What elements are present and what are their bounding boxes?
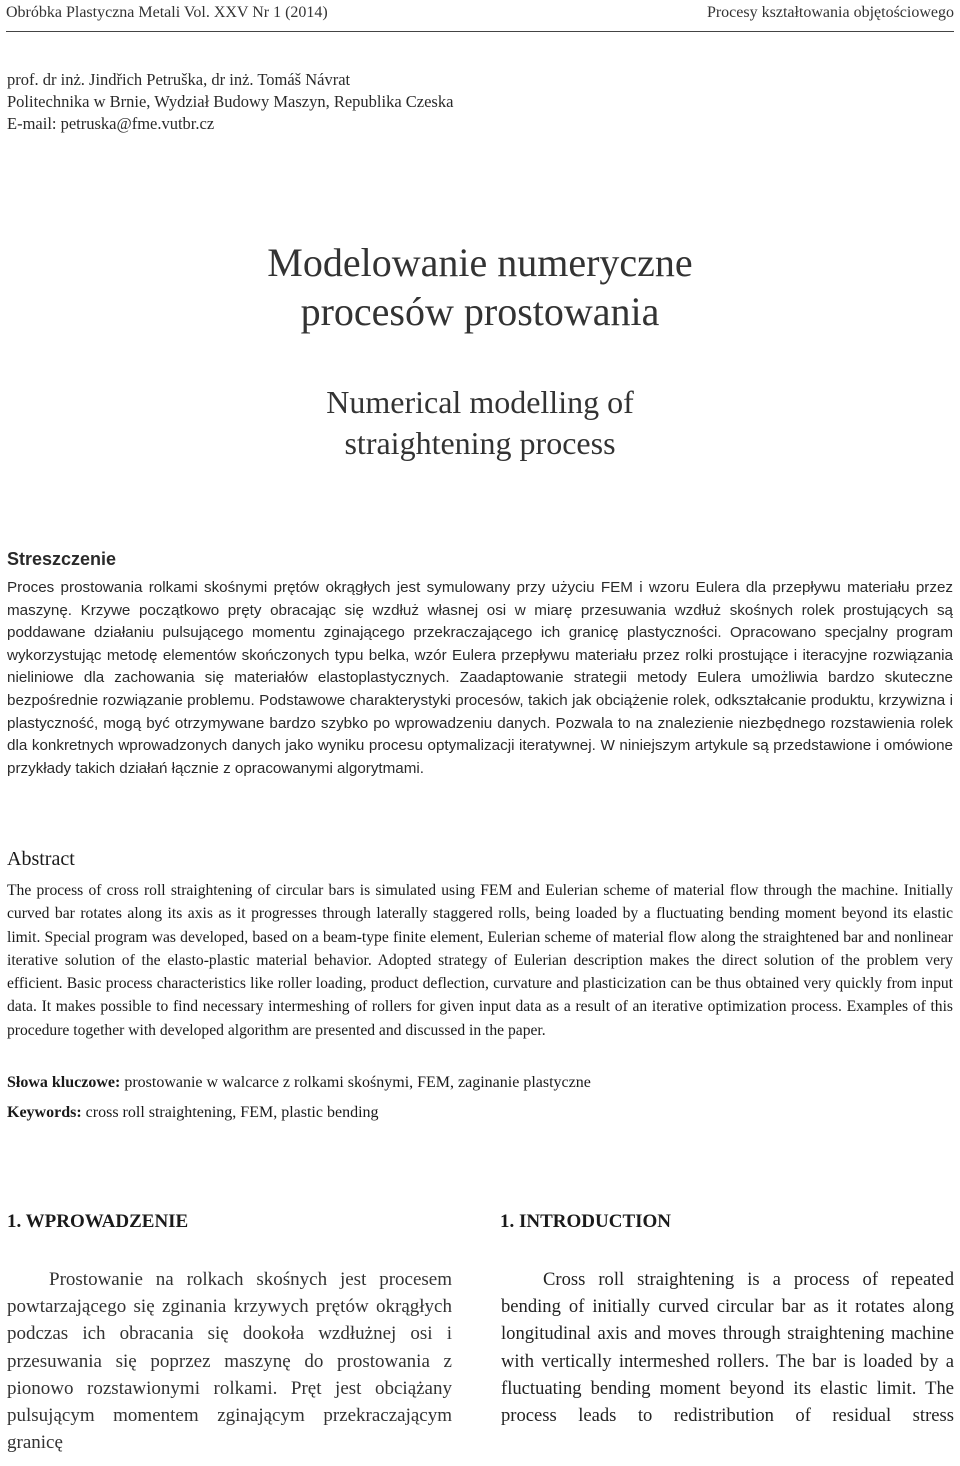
running-header bbox=[6, 4, 954, 30]
journal-name: Obróbka Plastyczna Metali Vol. XXV Nr 1 (2014) bbox=[6, 4, 328, 21]
abstract-polish-heading: Streszczenie bbox=[7, 549, 117, 569]
abstract-polish-text: Proces prostowania rolkami skośnymi prętów okrągłych jest symulowany przy użyciu FEM i wzoru Eulera dla przepływu materiału przez maszynę. Krzywe początkowo pręty obracając się wzdłuż własnej osi w miarę przesuwania wzdłuż skośnych rolek prostujących są poddawane działaniu pulsującego momentu zginającego przekraczającego ich granicę plastyczności. Opracowano specjalny program wykorzystując metodę elementów skończonych typu belka, wzór Eulera przepływu materiału przez rolki prostujące i iteracyjne rozwiązania nieliniowe dla zachowania się materiałów elastoplastycznych. Zaadaptowanie strategii metody Eulera umożliwia bardzo skuteczne bezpośrednie rozwiązanie problemu. Podstawowe charakterystyki procesów, takich jak obciążenie rolek, odkształcanie produktu, krzywizna i plastyczność, mogą być otrzymywane bardzo szybko po wprowadzeniu danych. Pozwala to na znalezienie niezbędnego rozstawienia rolek dla konkretnych wprowadzonych danych jako wyniku procesu optymalizacji iteratywnej. W niniejszym artykule są przedstawione i omówione przykłady takich działań łącznie z opracowanymi algorytmami. bbox=[7, 579, 953, 777]
author-block bbox=[7, 69, 453, 135]
keywords-polish-text: prostowanie w walcarce z rolkami skośnymi, FEM, zaginanie plastyczne bbox=[120, 1074, 591, 1091]
title-polish-line-1: Modelowanie numeryczne bbox=[267, 240, 693, 285]
author-affiliation: Politechnika w Brnie, Wydział Budowy Maszyn, Republika Czeska bbox=[7, 92, 454, 111]
author-email: E-mail: petruska@fme.vutbr.cz bbox=[7, 114, 215, 133]
intro-english-heading: 1. INTRODUCTION bbox=[500, 1211, 672, 1232]
keywords-english bbox=[7, 1104, 379, 1122]
intro-polish-heading: 1. WPROWADZENIE bbox=[7, 1211, 189, 1232]
section-name: Procesy kształtowania objętościowego bbox=[706, 4, 954, 21]
intro-english-text: Cross roll straightening is a process of repeated bending of initially curved circular bar as it rotates along longitudinal axis and moves through straightening machine with vertically intermeshed rollers. The bar is loaded by a fluctuating bending moment beyond its elastic limit. The process leads to redistribution of residual stress bbox=[501, 1269, 954, 1427]
abstract-english-heading: Abstract bbox=[7, 848, 75, 870]
header-rule bbox=[6, 31, 954, 32]
title-polish bbox=[0, 238, 960, 336]
keywords-polish bbox=[7, 1074, 591, 1092]
title-english-line-2: straightening process bbox=[344, 425, 616, 461]
title-polish-line-2: procesów prostowania bbox=[300, 289, 660, 334]
abstract-english-text: The process of cross roll straightening of circular bars is simulated using FEM and Eulerian scheme of material flow through the machine. Initially curved bar rotates along its axis as it progresses through laterally staggered rolls, being loaded by a fluctuating bending moment beyond its elastic limit. Special program was developed, based on a beam-type finite element, Eulerian scheme of material flow along the straightened bar and nonlinear iterative solution of the elasto-plastic material behavior. Adopted strategy of Eulerian description makes the direct solution of the problem very efficient. Basic process characteristics like roller loading, product deflection, curvature and plasticization can be thus obtained very quickly from input data. It makes possible to find necessary intermeshing of rollers for given input data as a result of an iterative optimization process. Examples of this procedure together with developed algorithm are presented and discussed in the paper. bbox=[7, 882, 953, 1039]
intro-polish-text: Prostowanie na rolkach skośnych jest procesem powtarzającego się zginania krzywych prętów okrągłych podczas ich obracania się dookoła wzdłużnej osi i przesuwania się poprzez maszynę do prostowania z pionowo rozstawionymi rolkami. Pręt jest obciążany pulsującym momentem zginającym przekraczającym granicę bbox=[7, 1269, 452, 1454]
keywords-english-text: cross roll straightening, FEM, plastic bending bbox=[81, 1104, 379, 1121]
title-english-line-1: Numerical modelling of bbox=[326, 384, 634, 420]
keywords-polish-label: Słowa kluczowe: bbox=[7, 1074, 121, 1091]
keywords-english-label: Keywords: bbox=[7, 1104, 82, 1121]
author-names: prof. dr inż. Jindřich Petruška, dr inż. Tomáš Návrat bbox=[7, 70, 351, 89]
title-english bbox=[0, 382, 960, 464]
